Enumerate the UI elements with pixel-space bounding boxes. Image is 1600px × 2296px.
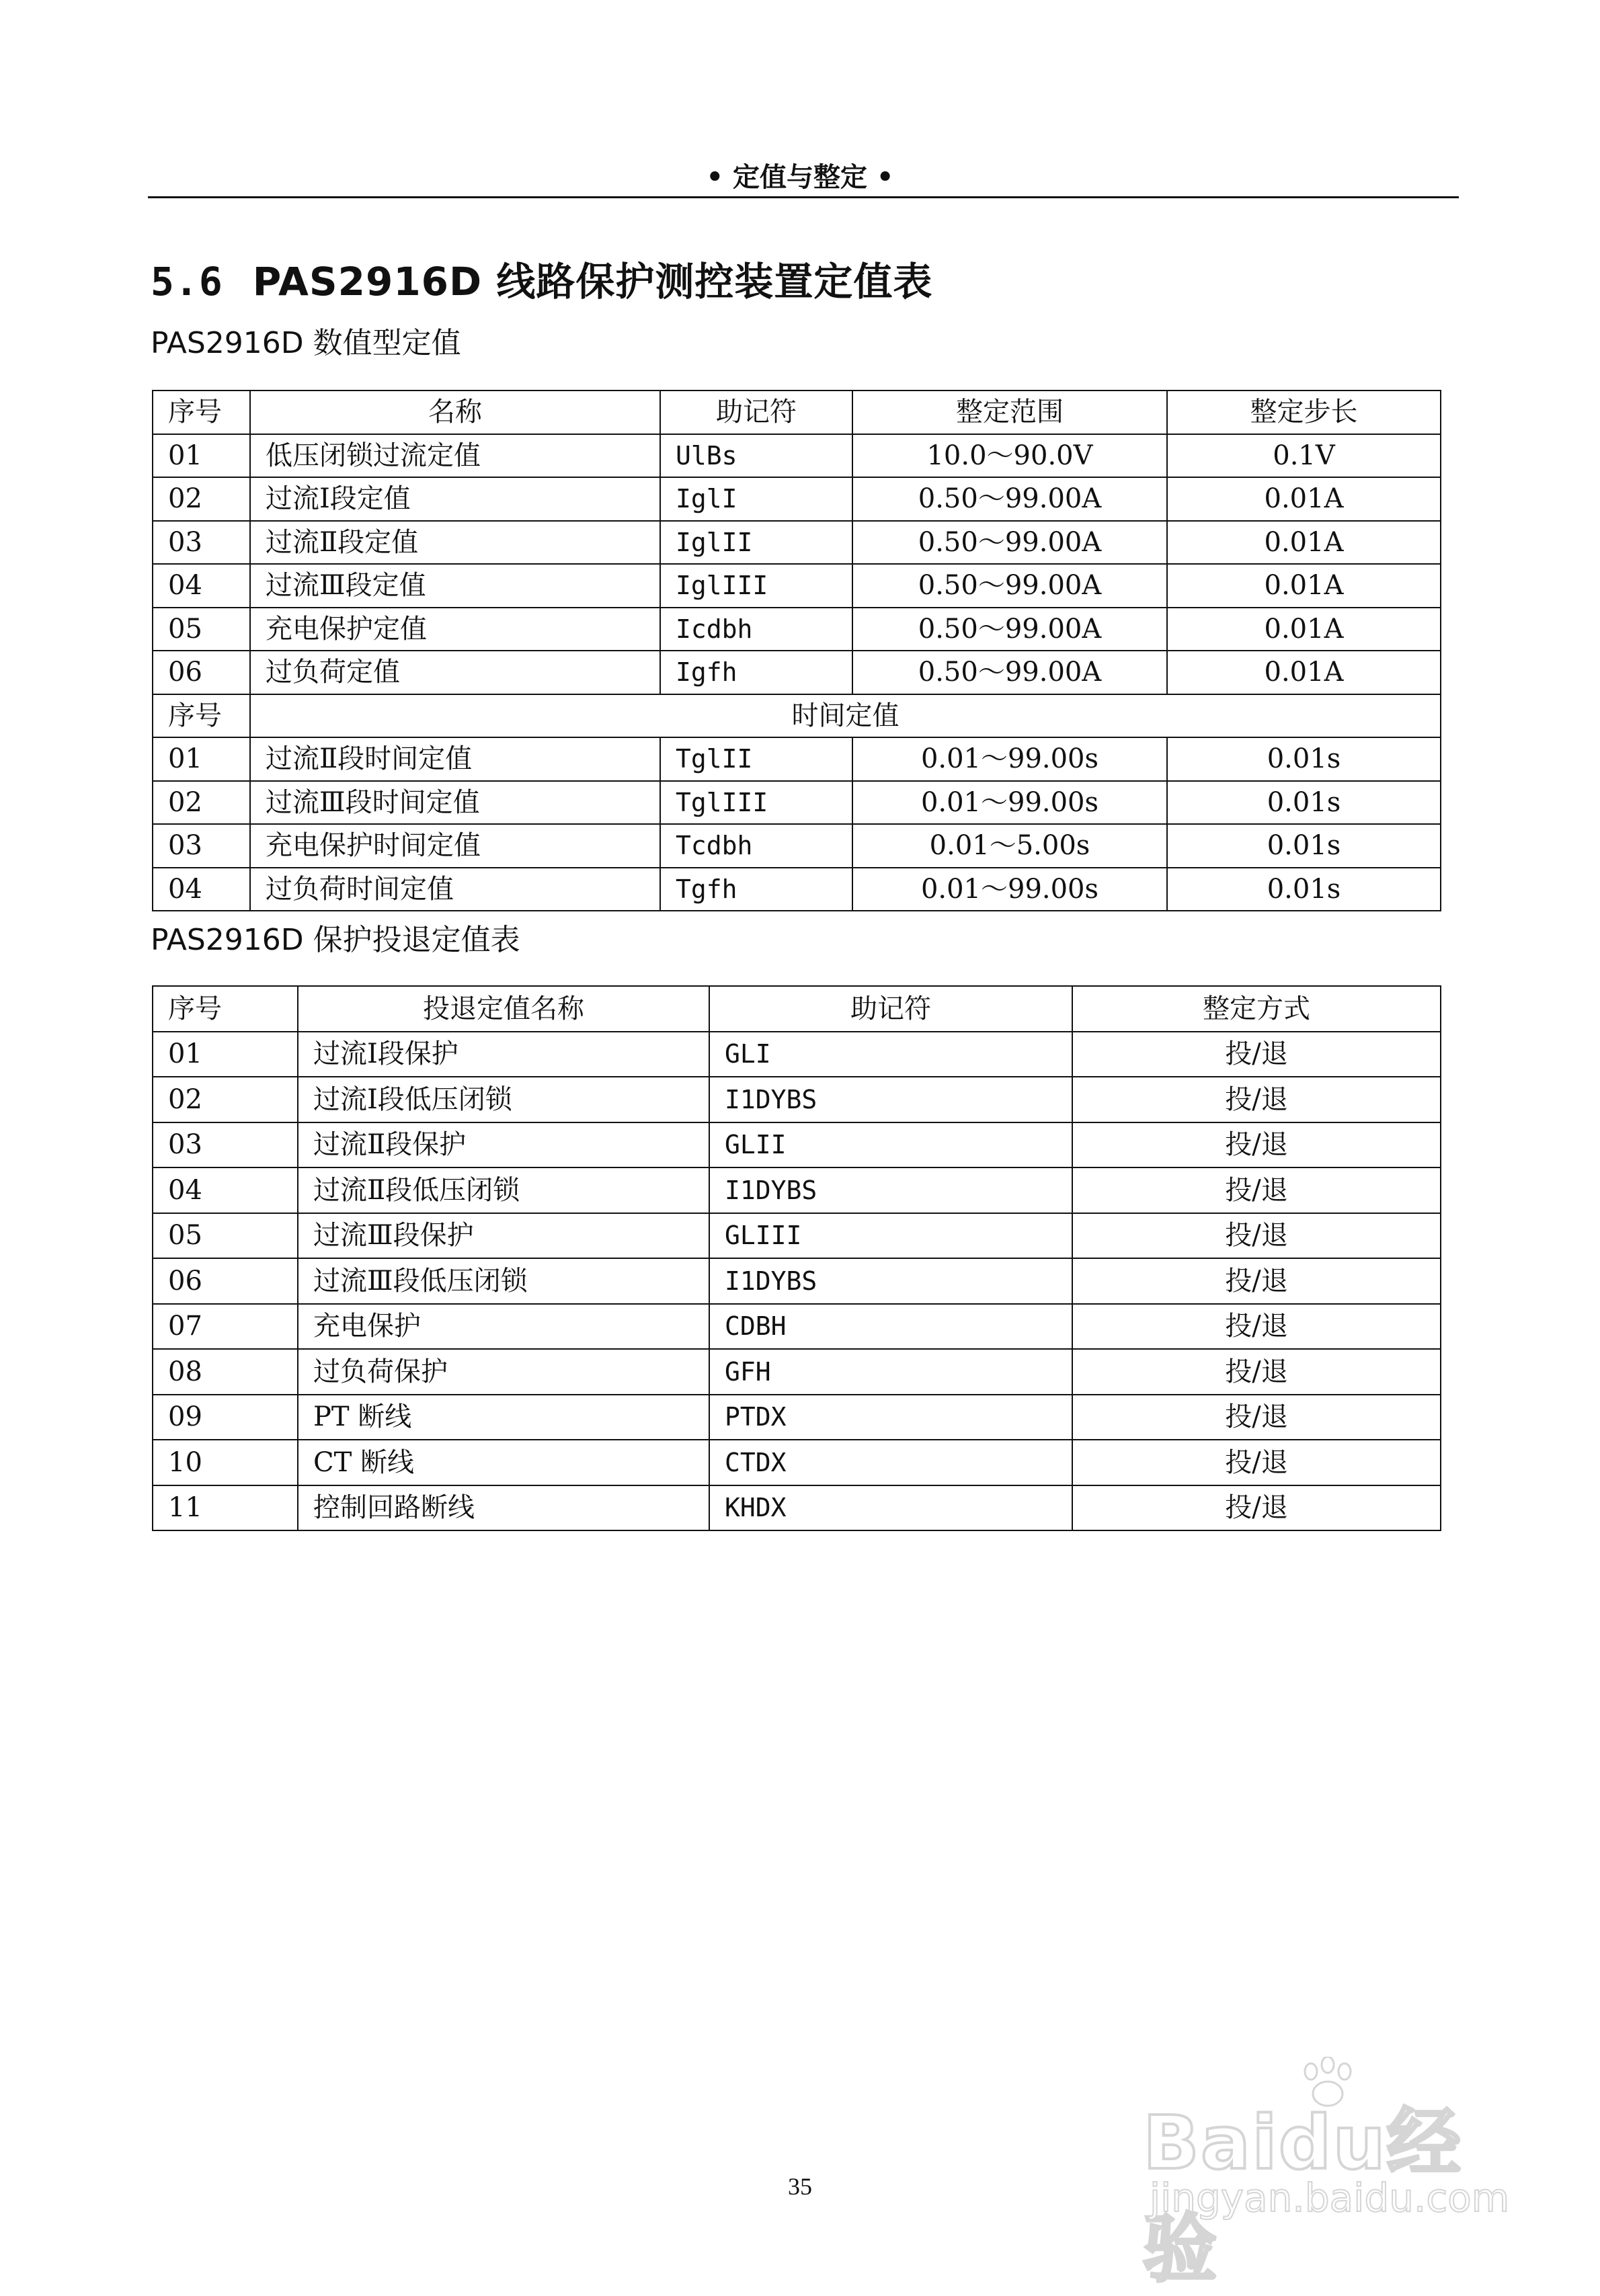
setting-name: 过负荷时间定值	[250, 868, 660, 911]
table-row	[153, 521, 1441, 565]
table-row	[153, 477, 1441, 521]
row-number: 03	[153, 824, 250, 868]
setting-range: 0.01～5.00s	[852, 824, 1167, 868]
column-header: 助记符	[709, 986, 1072, 1032]
switch-settings-table	[152, 985, 1441, 1531]
row-number: 04	[153, 564, 250, 608]
mnemonic: GFH	[709, 1349, 1072, 1395]
table-row	[153, 868, 1441, 911]
row-number: 06	[153, 1258, 298, 1304]
mnemonic: IglI	[660, 477, 852, 521]
setting-range: 0.50～99.00A	[852, 608, 1167, 651]
mnemonic: GLI	[709, 1032, 1072, 1077]
setting-range: 0.50～99.00A	[852, 564, 1167, 608]
column-header: 序号	[153, 694, 250, 738]
section-title-text: PAS2916D 线路保护测控装置定值表	[252, 259, 933, 304]
watermark	[1143, 2057, 1519, 2292]
switch-name: PT 断线	[298, 1395, 709, 1440]
section-title	[151, 250, 932, 306]
table-header-row	[153, 391, 1441, 434]
mnemonic: TglIII	[660, 781, 852, 825]
setting-step: 0.01A	[1167, 564, 1441, 608]
setting-step: 0.01A	[1167, 477, 1441, 521]
row-number: 05	[153, 608, 250, 651]
setting-name: 低压闭锁过流定值	[250, 434, 660, 478]
row-number: 05	[153, 1213, 298, 1259]
row-number: 08	[153, 1349, 298, 1395]
switch-name: 过流Ⅲ段低压闭锁	[298, 1258, 709, 1304]
row-number: 03	[153, 521, 250, 565]
switch-name: 控制回路断线	[298, 1485, 709, 1531]
column-header: 序号	[153, 986, 298, 1032]
page-number: 35	[788, 2173, 812, 2200]
watermark-brand: Baidu经验	[1143, 2100, 1462, 2292]
setting-step: 0.01A	[1167, 608, 1441, 651]
table-row	[153, 781, 1441, 825]
table-row	[153, 1485, 1441, 1531]
switch-settings-body	[153, 986, 1441, 1530]
mnemonic: UlBs	[660, 434, 852, 478]
table-row	[153, 1122, 1441, 1168]
row-number: 02	[153, 781, 250, 825]
setting-name: 过流Ⅱ段时间定值	[250, 737, 660, 781]
switch-name: 过负荷保护	[298, 1349, 709, 1395]
mnemonic: I1DYBS	[709, 1167, 1072, 1213]
setting-mode: 投/退	[1072, 1122, 1441, 1168]
mnemonic: I1DYBS	[709, 1258, 1072, 1304]
setting-range: 0.50～99.00A	[852, 651, 1167, 694]
table-row	[153, 608, 1441, 651]
row-number: 04	[153, 1167, 298, 1213]
setting-range: 0.01～99.00s	[852, 781, 1167, 825]
running-header: • 定值与整定 •	[706, 162, 894, 193]
mnemonic: Icdbh	[660, 608, 852, 651]
table-header-row	[153, 986, 1441, 1032]
setting-step: 0.01A	[1167, 521, 1441, 565]
setting-mode: 投/退	[1072, 1440, 1441, 1485]
switch-name: 过流Ⅰ段保护	[298, 1032, 709, 1077]
row-number: 01	[153, 1032, 298, 1077]
switch-name: CT 断线	[298, 1440, 709, 1485]
table-row	[153, 1395, 1441, 1440]
switch-name: 过流Ⅲ段保护	[298, 1213, 709, 1259]
row-number: 10	[153, 1440, 298, 1485]
row-number: 03	[153, 1122, 298, 1168]
column-header: 整定范围	[852, 391, 1167, 434]
numeric-settings-subtitle: PAS2916D 数值型定值	[151, 326, 461, 360]
mnemonic: I1DYBS	[709, 1077, 1072, 1122]
row-number: 02	[153, 477, 250, 521]
numeric-settings-table	[152, 390, 1441, 911]
mnemonic: IglII	[660, 521, 852, 565]
column-header: 整定步长	[1167, 391, 1441, 434]
watermark-url: jingyan.baidu.com	[1150, 2175, 1510, 2221]
setting-range: 0.50～99.00A	[852, 521, 1167, 565]
setting-name: 充电保护时间定值	[250, 824, 660, 868]
setting-mode: 投/退	[1072, 1077, 1441, 1122]
numeric-settings-body	[153, 391, 1441, 911]
setting-mode: 投/退	[1072, 1258, 1441, 1304]
column-header: 投退定值名称	[298, 986, 709, 1032]
mnemonic: Tcdbh	[660, 824, 852, 868]
row-number: 02	[153, 1077, 298, 1122]
setting-step: 0.01s	[1167, 868, 1441, 911]
switch-name: 充电保护	[298, 1304, 709, 1350]
mnemonic: TglII	[660, 737, 852, 781]
setting-range: 10.0～90.0V	[852, 434, 1167, 478]
row-number: 01	[153, 434, 250, 478]
row-number: 09	[153, 1395, 298, 1440]
setting-mode: 投/退	[1072, 1304, 1441, 1350]
mnemonic: PTDX	[709, 1395, 1072, 1440]
column-header: 整定方式	[1072, 986, 1441, 1032]
setting-name: 过流Ⅱ段定值	[250, 521, 660, 565]
mnemonic: IglIII	[660, 564, 852, 608]
table-row	[153, 651, 1441, 694]
row-number: 01	[153, 737, 250, 781]
setting-name: 过流Ⅰ段定值	[250, 477, 660, 521]
row-number: 11	[153, 1485, 298, 1531]
setting-step: 0.01A	[1167, 651, 1441, 694]
table-row	[153, 737, 1441, 781]
mnemonic: Igfh	[660, 651, 852, 694]
table-row	[153, 434, 1441, 478]
setting-mode: 投/退	[1072, 1485, 1441, 1531]
switch-settings-subtitle: PAS2916D 保护投退定值表	[151, 923, 520, 957]
row-number: 07	[153, 1304, 298, 1350]
setting-step: 0.01s	[1167, 824, 1441, 868]
table-row	[153, 1258, 1441, 1304]
setting-mode: 投/退	[1072, 1213, 1441, 1259]
row-number: 04	[153, 868, 250, 911]
table-row	[153, 564, 1441, 608]
time-section-label: 时间定值	[250, 694, 1441, 738]
table-row	[153, 1440, 1441, 1485]
table-row	[153, 1032, 1441, 1077]
mnemonic: Tgfh	[660, 868, 852, 911]
mnemonic: GLII	[709, 1122, 1072, 1168]
time-section-header-row	[153, 694, 1441, 738]
switch-name: 过流Ⅰ段低压闭锁	[298, 1077, 709, 1122]
setting-range: 0.01～99.00s	[852, 868, 1167, 911]
setting-range: 0.50～99.00A	[852, 477, 1167, 521]
column-header: 助记符	[660, 391, 852, 434]
header-rule	[148, 196, 1459, 198]
column-header: 序号	[153, 391, 250, 434]
setting-mode: 投/退	[1072, 1349, 1441, 1395]
switch-name: 过流Ⅱ段低压闭锁	[298, 1167, 709, 1213]
table-row	[153, 1077, 1441, 1122]
setting-range: 0.01～99.00s	[852, 737, 1167, 781]
table-row	[153, 1349, 1441, 1395]
setting-step: 0.01s	[1167, 737, 1441, 781]
table-row	[153, 1167, 1441, 1213]
setting-name: 充电保护定值	[250, 608, 660, 651]
mnemonic: GLIII	[709, 1213, 1072, 1259]
setting-mode: 投/退	[1072, 1032, 1441, 1077]
setting-name: 过流Ⅲ段时间定值	[250, 781, 660, 825]
setting-step: 0.1V	[1167, 434, 1441, 478]
mnemonic: CTDX	[709, 1440, 1072, 1485]
table-row	[153, 824, 1441, 868]
section-number: 5.6	[151, 259, 223, 304]
setting-name: 过负荷定值	[250, 651, 660, 694]
table-row	[153, 1213, 1441, 1259]
mnemonic: KHDX	[709, 1485, 1072, 1531]
setting-mode: 投/退	[1072, 1395, 1441, 1440]
column-header: 名称	[250, 391, 660, 434]
table-row	[153, 1304, 1441, 1350]
setting-mode: 投/退	[1072, 1167, 1441, 1213]
switch-name: 过流Ⅱ段保护	[298, 1122, 709, 1168]
mnemonic: CDBH	[709, 1304, 1072, 1350]
setting-name: 过流Ⅲ段定值	[250, 564, 660, 608]
setting-step: 0.01s	[1167, 781, 1441, 825]
row-number: 06	[153, 651, 250, 694]
